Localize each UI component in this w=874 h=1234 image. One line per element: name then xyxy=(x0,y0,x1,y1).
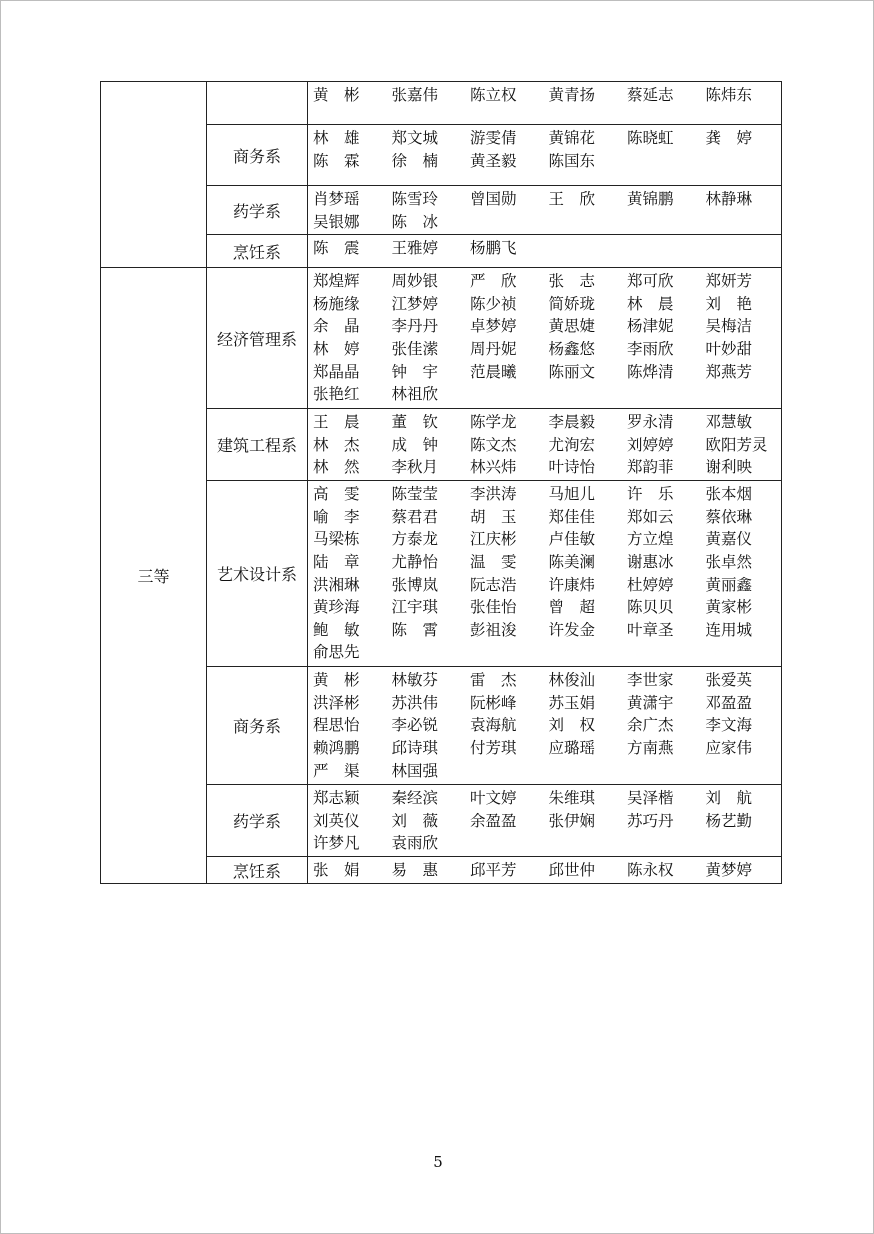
student-name: 卓梦婷 xyxy=(470,317,517,336)
student-name: 陈少祯 xyxy=(470,294,517,313)
student-name: 黄 彬 xyxy=(313,671,360,690)
student-name: 张 志 xyxy=(548,272,596,291)
student-name: 陈贝贝 xyxy=(627,598,674,617)
student-name: 成 钟 xyxy=(391,435,439,454)
page-number: 5 xyxy=(433,1153,443,1171)
student-name: 苏洪伟 xyxy=(391,693,439,712)
student-name: 王 欣 xyxy=(548,190,596,208)
student-name: 李世家 xyxy=(627,671,674,690)
student-name: 黄思婕 xyxy=(548,317,596,336)
grade-cell-three: 三等 xyxy=(101,268,207,884)
name-list xyxy=(310,787,781,855)
student-name: 江梦婷 xyxy=(391,294,439,313)
student-name: 朱维琪 xyxy=(548,789,596,808)
student-name: 林 杰 xyxy=(313,435,360,454)
student-name: 袁海航 xyxy=(470,716,517,735)
student-name: 邓盈盈 xyxy=(705,693,753,712)
student-name: 陈 震 xyxy=(313,239,360,258)
student-name: 马梁栋 xyxy=(313,530,360,549)
student-name: 曾国勋 xyxy=(470,190,517,208)
student-name: 董 钦 xyxy=(391,413,439,432)
student-name: 邱平芳 xyxy=(470,861,517,880)
names-cell xyxy=(308,409,782,481)
student-name: 张伊娴 xyxy=(548,811,596,830)
student-name: 周妙银 xyxy=(391,272,439,291)
student-name: 应璐瑶 xyxy=(548,738,596,757)
student-name: 张嘉伟 xyxy=(391,86,439,104)
names-cell xyxy=(308,82,782,125)
department-cell: 药学系 xyxy=(207,186,308,235)
student-name: 邱世仲 xyxy=(548,861,596,880)
names-cell xyxy=(308,186,782,235)
student-name: 周丹妮 xyxy=(470,339,517,358)
student-name: 林祖欣 xyxy=(391,385,439,404)
student-name: 刘 权 xyxy=(548,716,596,735)
student-name: 陈 霄 xyxy=(391,620,439,639)
student-name: 杜婷婷 xyxy=(627,575,674,594)
student-name: 叶妙甜 xyxy=(705,339,753,358)
student-name: 应家伟 xyxy=(705,738,753,757)
student-name: 尤静怡 xyxy=(391,552,439,571)
student-name: 郑妍芳 xyxy=(705,272,753,291)
department-cell: 建筑工程系 xyxy=(207,409,308,481)
student-name: 陈 冰 xyxy=(391,212,439,231)
student-name: 袁雨欣 xyxy=(391,834,439,853)
student-name: 吴泽楷 xyxy=(627,789,674,808)
student-name: 郑韵菲 xyxy=(627,458,674,477)
name-list xyxy=(310,859,781,882)
student-name: 张 娟 xyxy=(313,861,360,880)
student-name: 蔡依琳 xyxy=(705,507,753,526)
student-name: 蔡君君 xyxy=(391,507,439,526)
student-name: 程思怡 xyxy=(313,716,360,735)
student-name: 阮彬峰 xyxy=(470,693,517,712)
names-cell xyxy=(308,857,782,884)
name-list xyxy=(310,270,781,406)
student-name: 刘 艳 xyxy=(705,294,753,313)
student-name: 黄圣毅 xyxy=(470,151,517,170)
student-name: 许梦凡 xyxy=(313,834,360,853)
student-name: 游雯倩 xyxy=(470,129,517,147)
student-name: 彭祖浚 xyxy=(470,620,517,639)
student-name: 张爱英 xyxy=(705,671,753,690)
names-cell xyxy=(308,268,782,409)
student-name: 黄锦鹏 xyxy=(627,190,674,208)
student-name: 余 晶 xyxy=(313,317,360,336)
student-name: 林 雄 xyxy=(313,129,360,147)
student-name: 谢利映 xyxy=(705,458,753,477)
student-name: 张博岚 xyxy=(391,575,439,594)
student-name: 刘 航 xyxy=(705,789,753,808)
department-cell xyxy=(207,82,308,125)
student-name: 卢佳敏 xyxy=(548,530,596,549)
student-name: 洪湘琳 xyxy=(313,575,360,594)
name-list xyxy=(310,127,781,172)
student-name: 俞思先 xyxy=(313,643,360,662)
student-name: 罗永清 xyxy=(627,413,674,432)
student-name: 叶诗怡 xyxy=(548,458,596,477)
student-name: 马旭儿 xyxy=(548,485,596,504)
department-cell: 经济管理系 xyxy=(207,268,308,409)
student-name: 许康炜 xyxy=(548,575,596,594)
student-name: 黄锦花 xyxy=(548,129,596,147)
student-name: 郑文城 xyxy=(391,129,439,147)
student-name: 喻 李 xyxy=(313,507,360,526)
student-name: 龚 婷 xyxy=(705,129,753,147)
student-name: 林 婷 xyxy=(313,339,360,358)
student-name: 陈 霖 xyxy=(313,151,360,170)
student-name: 刘 薇 xyxy=(391,811,439,830)
student-name: 郑晶晶 xyxy=(313,362,360,381)
grade-cell-continued xyxy=(101,82,207,268)
student-name: 付芳琪 xyxy=(470,738,517,757)
department-cell: 商务系 xyxy=(207,667,308,785)
student-name: 陈丽文 xyxy=(548,362,596,381)
student-name: 严 欣 xyxy=(470,272,517,291)
student-name: 林 晨 xyxy=(627,294,674,313)
student-name: 简娇珑 xyxy=(548,294,596,313)
names-cell xyxy=(308,785,782,857)
student-name: 雷 杰 xyxy=(470,671,517,690)
student-name: 李秋月 xyxy=(391,458,439,477)
student-name: 黄 彬 xyxy=(313,86,360,104)
student-name: 易 惠 xyxy=(391,861,439,880)
student-name: 杨施缘 xyxy=(313,294,360,313)
student-name: 陈国东 xyxy=(548,151,596,170)
student-name: 李晨毅 xyxy=(548,413,596,432)
student-name: 严 渠 xyxy=(313,761,360,780)
student-name: 陈莹莹 xyxy=(391,485,439,504)
name-list xyxy=(310,411,781,479)
names-cell xyxy=(308,481,782,667)
student-name: 邱诗琪 xyxy=(391,738,439,757)
student-name: 张卓然 xyxy=(705,552,753,571)
student-name: 刘婷婷 xyxy=(627,435,674,454)
student-name: 黄家彬 xyxy=(705,598,753,617)
student-name: 黄嘉仪 xyxy=(705,530,753,549)
name-list xyxy=(310,84,781,107)
names-cell xyxy=(308,235,782,268)
student-name: 张艳红 xyxy=(313,385,360,404)
student-name: 范晨曦 xyxy=(470,362,517,381)
student-name: 吴梅洁 xyxy=(705,317,753,336)
name-list xyxy=(310,237,781,260)
name-list xyxy=(310,483,781,664)
student-name: 陈炜东 xyxy=(705,86,753,104)
student-name: 方立煌 xyxy=(627,530,674,549)
student-name: 张佳潆 xyxy=(391,339,439,358)
student-name: 胡 玉 xyxy=(470,507,517,526)
student-name: 郑可欣 xyxy=(627,272,674,291)
student-name: 吴银娜 xyxy=(313,212,360,231)
student-name: 赖鸿鹏 xyxy=(313,738,360,757)
student-name: 洪泽彬 xyxy=(313,693,360,712)
student-name: 林兴炜 xyxy=(470,458,517,477)
student-name: 黄青扬 xyxy=(548,86,596,104)
student-name: 李文海 xyxy=(705,716,753,735)
student-name: 温 雯 xyxy=(470,552,517,571)
student-name: 陈雪玲 xyxy=(391,190,439,208)
names-cell xyxy=(308,125,782,186)
department-cell: 药学系 xyxy=(207,785,308,857)
student-name: 谢惠冰 xyxy=(627,552,674,571)
student-name: 叶文婷 xyxy=(470,789,517,808)
department-cell: 商务系 xyxy=(207,125,308,186)
student-name: 肖梦瑶 xyxy=(313,190,360,208)
names-cell xyxy=(308,667,782,785)
student-name: 高 雯 xyxy=(313,485,360,504)
student-name: 刘英仪 xyxy=(313,811,360,830)
student-name: 苏巧丹 xyxy=(627,811,674,830)
student-name: 叶章圣 xyxy=(627,620,674,639)
student-name: 郑煌辉 xyxy=(313,272,360,291)
award-table xyxy=(100,81,782,884)
student-name: 欧阳芳灵 xyxy=(705,435,768,454)
student-name: 杨鹏飞 xyxy=(470,239,517,258)
department-cell: 烹饪系 xyxy=(207,857,308,884)
student-name: 阮志浩 xyxy=(470,575,517,594)
student-name: 陈美澜 xyxy=(548,552,596,571)
student-name: 张本烟 xyxy=(705,485,753,504)
student-name: 尤洵宏 xyxy=(548,435,596,454)
student-name: 徐 楠 xyxy=(391,151,439,170)
student-name: 陈永权 xyxy=(627,861,674,880)
name-list xyxy=(310,669,781,782)
student-name: 林敏芬 xyxy=(391,671,439,690)
student-name: 陈立权 xyxy=(470,86,517,104)
student-name: 黄丽鑫 xyxy=(705,575,753,594)
student-name: 杨艺勤 xyxy=(705,811,753,830)
student-name: 许发金 xyxy=(548,620,596,639)
student-name: 秦经滨 xyxy=(391,789,439,808)
student-name: 连用城 xyxy=(705,620,753,639)
table-row xyxy=(101,268,782,409)
student-name: 陈晓虹 xyxy=(627,129,674,147)
student-name: 林国强 xyxy=(391,761,439,780)
student-name: 郑佳佳 xyxy=(548,507,596,526)
student-name: 曾 超 xyxy=(548,598,596,617)
student-name: 陈烨清 xyxy=(627,362,674,381)
student-name: 黄潇宇 xyxy=(627,693,674,712)
student-name: 黄梦婷 xyxy=(705,861,753,880)
student-name: 张佳怡 xyxy=(470,598,517,617)
department-cell: 烹饪系 xyxy=(207,235,308,268)
student-name: 陆 章 xyxy=(313,552,360,571)
student-name: 许 乐 xyxy=(627,485,674,504)
table-row xyxy=(101,82,782,125)
student-name: 李必锐 xyxy=(391,716,439,735)
student-name: 李雨欣 xyxy=(627,339,674,358)
student-name: 郑志颖 xyxy=(313,789,360,808)
student-name: 杨鑫悠 xyxy=(548,339,596,358)
student-name: 江宇琪 xyxy=(391,598,439,617)
student-name: 邓慧敏 xyxy=(705,413,753,432)
student-name: 余广杰 xyxy=(627,716,674,735)
student-name: 方泰龙 xyxy=(391,530,439,549)
student-name: 林俊汕 xyxy=(548,671,596,690)
student-name: 李丹丹 xyxy=(391,317,439,336)
student-name: 陈文杰 xyxy=(470,435,517,454)
student-name: 林静琳 xyxy=(705,190,753,208)
student-name: 鲍 敏 xyxy=(313,620,360,639)
student-name: 蔡延志 xyxy=(627,86,674,104)
student-name: 余盈盈 xyxy=(470,811,517,830)
student-name: 王 晨 xyxy=(313,413,360,432)
student-name: 杨津妮 xyxy=(627,317,674,336)
student-name: 郑如云 xyxy=(627,507,674,526)
student-name: 苏玉娟 xyxy=(548,693,596,712)
student-name: 王雅婷 xyxy=(391,239,439,258)
student-name: 李洪涛 xyxy=(470,485,517,504)
student-name: 方南燕 xyxy=(627,738,674,757)
department-cell: 艺术设计系 xyxy=(207,481,308,667)
student-name: 黄珍海 xyxy=(313,598,360,617)
student-name: 江庆彬 xyxy=(470,530,517,549)
student-name: 林 然 xyxy=(313,458,360,477)
student-name: 郑燕芳 xyxy=(705,362,753,381)
name-list xyxy=(310,188,781,233)
student-name: 钟 宇 xyxy=(391,362,439,381)
student-name: 陈学龙 xyxy=(470,413,517,432)
